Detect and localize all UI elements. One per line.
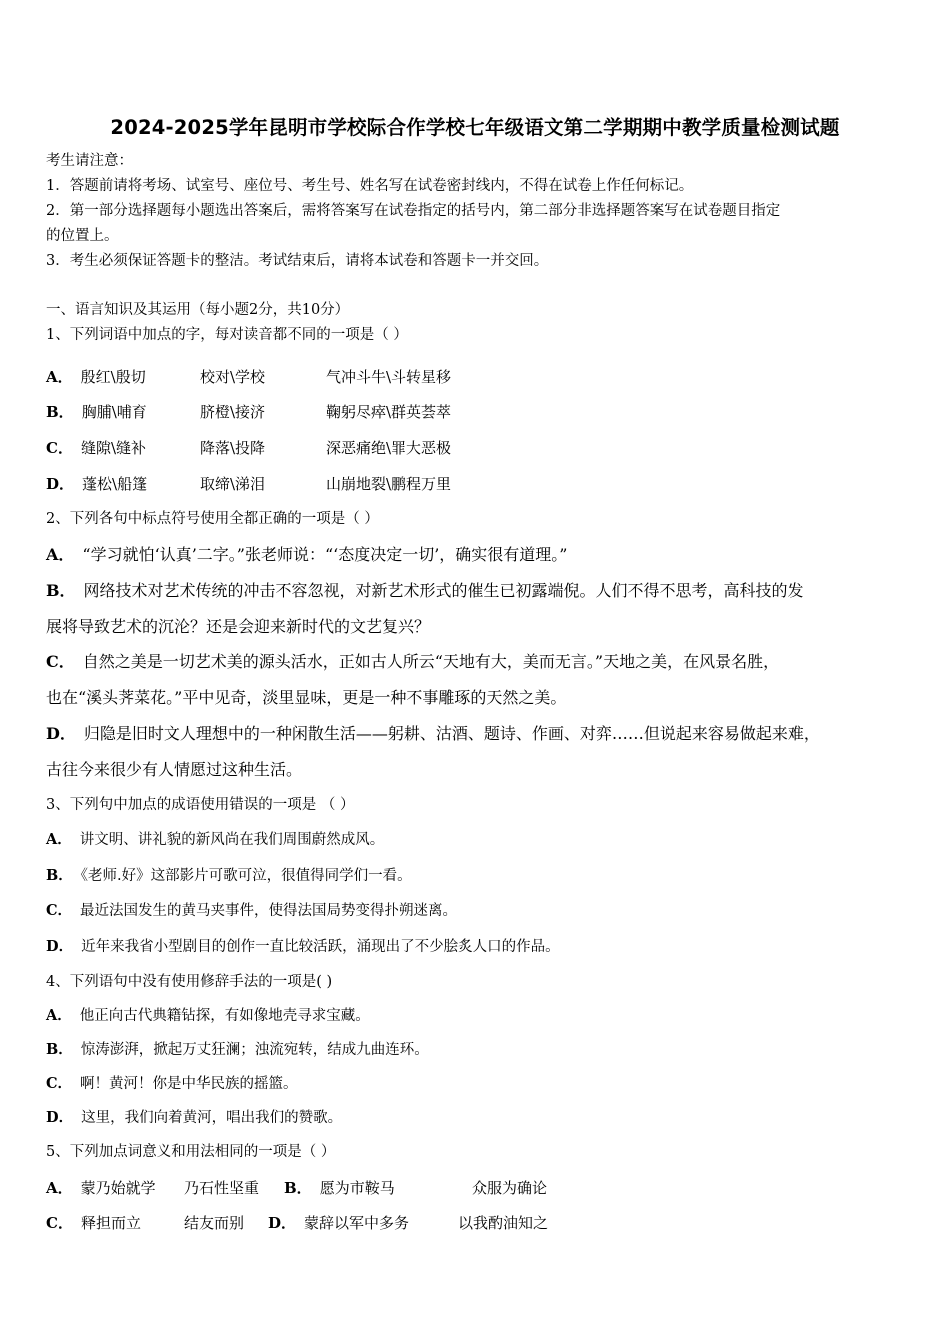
q4-option-d	[46, 1108, 342, 1128]
option-label: D．	[268, 1214, 297, 1232]
option-text: 脐橙\接济	[200, 403, 266, 421]
option-text: 蒙乃始就学	[80, 1179, 156, 1197]
option-text: 鞠躬尽瘁\群英荟萃	[326, 403, 452, 421]
option-label: C．	[46, 1075, 73, 1092]
option-text: 这里，我们向着黄河，唱出我们的赞歌。	[81, 1110, 343, 1126]
question-stem: 4、下列语句中没有使用修辞手法的一项是( )	[46, 974, 333, 990]
question-stem: 3、下列句中加点的成语使用错误的一项是 （ ）	[46, 797, 355, 813]
page-title: 2024-2025学年昆明市学校际合作学校七年级语文第二学期期中教学质量检测试题	[110, 116, 840, 139]
q2-option-b	[46, 581, 804, 601]
q5-option-b	[284, 1178, 395, 1198]
option-text: 气冲斗牛\斗转星移	[326, 368, 452, 386]
option-text: 《老师.好》这部影片可歌可泣，很值得同学们一看。	[80, 868, 412, 884]
option-label: B．	[46, 1041, 73, 1058]
option-text: 校对\学校	[200, 368, 266, 386]
option-text: 乃石性坚重	[184, 1179, 260, 1197]
option-text: “学习就怕‘认真’二字。”张老师说：“‘态度决定一切’，确实很有道理。”	[82, 545, 568, 564]
q1-option-c	[46, 438, 146, 458]
option-text: 众服为确论	[472, 1179, 548, 1197]
option-label: A．	[46, 545, 75, 564]
q3-option-c	[46, 901, 457, 921]
option-label: B．	[46, 581, 76, 600]
option-text: 释担而立	[80, 1214, 141, 1232]
question-stem: 5、下列加点词意义和用法相同的一项是（ ）	[46, 1144, 336, 1160]
option-text: 胸脯\哺育	[81, 403, 147, 421]
q5-option-d	[268, 1213, 409, 1233]
option-text: 缝隙\缝补	[80, 439, 147, 457]
option-label: C．	[46, 1214, 73, 1232]
option-label: C．	[46, 652, 75, 671]
q4-option-c	[46, 1074, 298, 1094]
option-text: 蓬松\船篷	[82, 475, 148, 493]
option-text: 降落\投降	[200, 439, 266, 457]
option-label: D．	[46, 938, 74, 955]
option-label: C．	[46, 439, 73, 457]
option-text-continued: 展将导致艺术的沉沦？还是会迎来新时代的文艺复兴？	[46, 617, 431, 636]
option-text: 归隐是旧时文人理想中的一种闲散生活——躬耕、沽酒、题诗、作画、对弈……但说起来容易做起来难，	[83, 724, 820, 743]
notice-item: 的位置上。	[46, 228, 119, 244]
option-text: 讲文明、讲礼貌的新风尚在我们周围蔚然成风。	[79, 832, 385, 848]
option-text: 网络技术对艺术传统的冲击不容忽视，对新艺术形式的催生已初露端倪。人们不得不思考，高科技的发	[83, 581, 804, 600]
option-label: B．	[46, 403, 74, 421]
question-stem: 2、下列各句中标点符号使用全都正确的一项是（ ）	[46, 511, 379, 527]
option-label: A．	[46, 831, 72, 848]
option-text: 深恶痛绝\罪大恶极	[326, 439, 452, 457]
option-label: A．	[46, 368, 73, 386]
q1-option-d	[46, 474, 147, 494]
option-label: C．	[46, 902, 73, 919]
q2-option-c	[46, 652, 779, 672]
question-stem: 1、下列词语中加点的字，每对读音都不同的一项是（ ）	[46, 327, 408, 343]
option-text: 他正向古代典籍钻探，有如像地壳寻求宝藏。	[79, 1008, 370, 1024]
option-label: B．	[46, 867, 73, 884]
option-label: D．	[46, 475, 75, 493]
q5-option-a	[46, 1178, 156, 1198]
q3-option-b	[46, 866, 412, 886]
option-label: D．	[46, 1109, 74, 1126]
q1-option-b	[46, 402, 147, 422]
q3-option-d	[46, 937, 560, 957]
option-text: 取缔\涕泪	[200, 475, 266, 493]
option-text: 啊！黄河！你是中华民族的摇篮。	[80, 1076, 298, 1092]
option-label: A．	[46, 1179, 73, 1197]
option-text: 自然之美是一切艺术美的源头活水，正如古人所云“天地有大，美而无言。”天地之美，在风景名胜，	[82, 652, 780, 671]
option-text: 蒙辞以军中多务	[304, 1214, 410, 1232]
notice-item: 2．第一部分选择题每小题选出答案后，需将答案写在试卷指定的括号内，第二部分非选择题答案写在试卷题目指定	[46, 203, 781, 219]
notice-heading: 考生请注意：	[46, 153, 133, 169]
option-label: D．	[46, 724, 76, 743]
q3-option-a	[46, 830, 384, 850]
option-label: B．	[284, 1179, 312, 1197]
q1-option-a	[46, 367, 146, 387]
option-text: 以我酌油知之	[458, 1214, 549, 1232]
option-text: 结友而别	[184, 1214, 245, 1232]
q4-option-a	[46, 1006, 370, 1026]
option-text-continued: 也在“溪头荠菜花。”平中见奇，淡里显味，更是一种不事雕琢的天然之美。	[46, 688, 567, 707]
q4-option-b	[46, 1040, 429, 1060]
option-text: 山崩地裂\鹏程万里	[326, 475, 452, 493]
option-text: 最近法国发生的黄马夹事件，使得法国局势变得扑朔迷离。	[80, 903, 458, 919]
option-text: 殷红\殷切	[80, 368, 146, 386]
notice-item: 3．考生必须保证答题卡的整洁。考试结束后，请将本试卷和答题卡一并交回。	[46, 253, 549, 269]
option-text: 近年来我省小型剧目的创作一直比较活跃，涌现出了不少脍炙人口的作品。	[81, 939, 560, 955]
section-heading: 一、语言知识及其运用（每小题2分，共10分）	[46, 302, 350, 318]
q5-option-c	[46, 1213, 141, 1233]
option-text-continued: 古往今来很少有人情愿过这种生活。	[46, 760, 303, 779]
option-label: A．	[46, 1007, 72, 1024]
option-text: 愿为市鞍马	[319, 1179, 395, 1197]
option-text: 惊涛澎湃，掀起万丈狂澜；浊流宛转，结成九曲连环。	[80, 1042, 429, 1058]
notice-item: 1．答题前请将考场、试室号、座位号、考生号、姓名写在试卷密封线内，不得在试卷上作任何标记。	[46, 178, 694, 194]
q2-option-d	[46, 724, 820, 744]
q2-option-a	[46, 545, 568, 565]
